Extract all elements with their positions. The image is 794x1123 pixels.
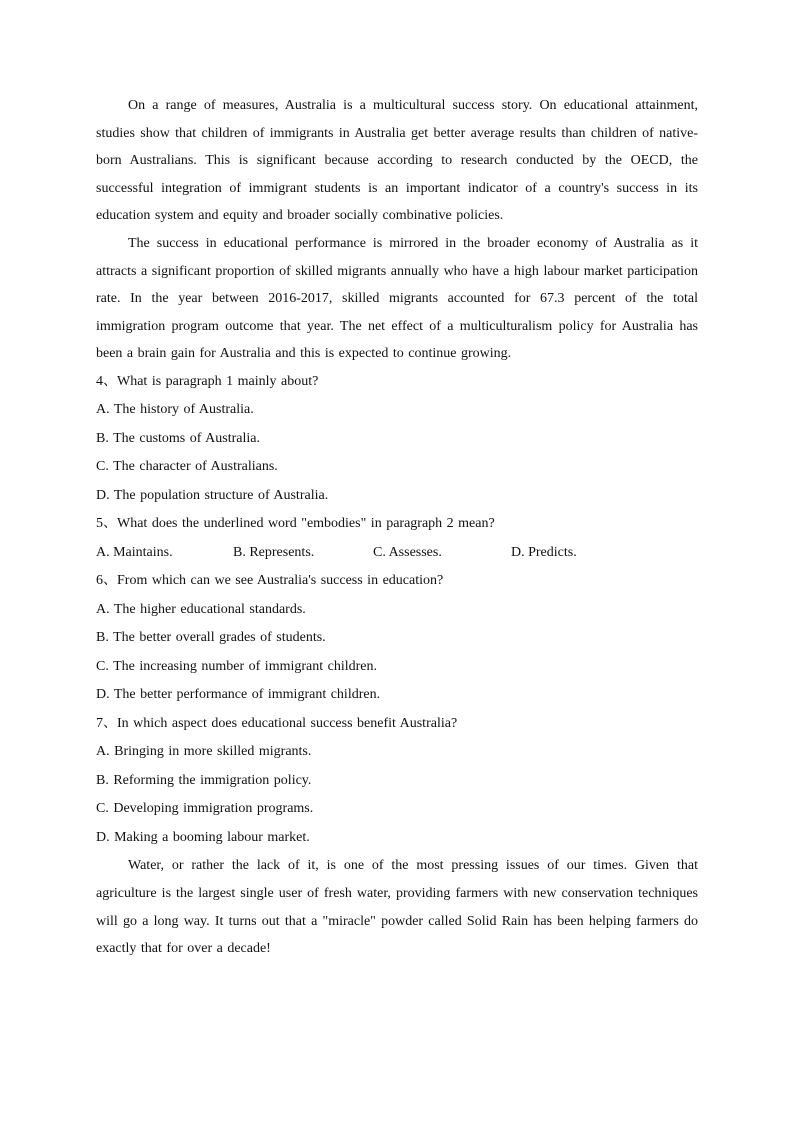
option-b: B. The customs of Australia. xyxy=(96,430,260,446)
question-4 xyxy=(96,368,698,511)
option-c: C. Assesses. xyxy=(373,544,442,560)
question-7 xyxy=(96,710,698,853)
option-d: D. The better performance of immigrant children. xyxy=(96,687,381,703)
passage-c-paragraph-1: Water, or rather the lack of it, is one of the most pressing issues of our times. Given that agriculture is the largest single user of fresh water, providing farmers with new conservation techniques will go a long way. It turns out that a "miracle" powder called Solid Rain has been helping farmers do exactly that for over a decade! xyxy=(96,858,698,957)
question-stem: 5、What does the underlined word "embodies" in paragraph 2 mean? xyxy=(96,516,495,532)
passage-b-paragraph-2: The success in educational performance is mirrored in the broader economy of Australia as it attracts a significant proportion of skilled migrants annually who have a high labour market participation rate. In the year between 2016-2017, skilled migrants accounted for 67.3 percent of the total immigration program outcome that year. The net effect of a multiculturalism policy for Australia has been a brain gain for Australia and this is expected to continue growing. xyxy=(96,235,698,362)
option-d: D. Making a booming labour market. xyxy=(96,829,310,845)
option-b: B. Represents. xyxy=(233,544,315,560)
option-b: B. The better overall grades of students. xyxy=(96,630,326,646)
option-a: A. Maintains. xyxy=(96,544,173,560)
option-a: A. Bringing in more skilled migrants. xyxy=(96,744,312,760)
option-c: C. The character of Australians. xyxy=(96,459,278,475)
option-c: C. The increasing number of immigrant children. xyxy=(96,658,378,674)
option-d: D. The population structure of Australia. xyxy=(96,487,329,503)
option-a: A. The history of Australia. xyxy=(96,402,254,418)
option-b: B. Reforming the immigration policy. xyxy=(96,772,312,788)
question-6 xyxy=(96,567,698,710)
question-stem: 7、In which aspect does educational success benefit Australia? xyxy=(96,715,458,731)
document-page xyxy=(96,92,698,963)
question-stem: 6、From which can we see Australia's success in education? xyxy=(96,573,444,589)
option-c: C. Developing immigration programs. xyxy=(96,801,314,817)
options-row xyxy=(96,539,698,568)
option-d: D. Predicts. xyxy=(511,544,577,560)
question-stem: 4、What is paragraph 1 mainly about? xyxy=(96,373,319,389)
passage-b-paragraph-1: On a range of measures, Australia is a multicultural success story. On educational attainment, studies show that children of immigrants in Australia get better average results than children of native-born Australians. This is significant because according to research conducted by the OECD, the successful integration of immigrant students is an important indicator of a country's success in its education system and equity and broader socially combinative policies. xyxy=(96,98,698,224)
option-a: A. The higher educational standards. xyxy=(96,601,306,617)
question-5 xyxy=(96,510,698,567)
